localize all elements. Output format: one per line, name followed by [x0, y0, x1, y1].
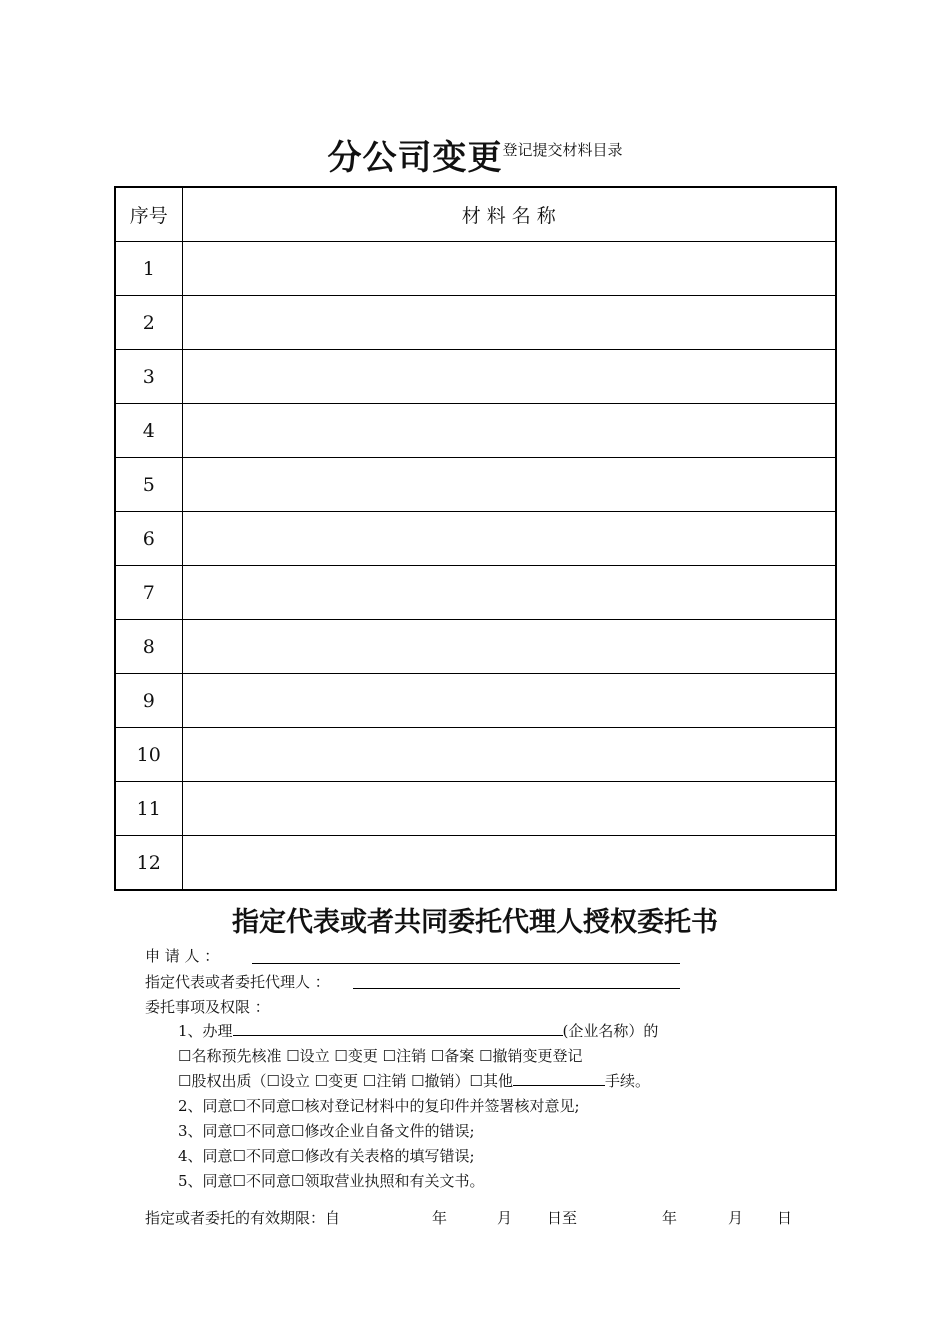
applicant-label: 申 请 人 ：: [145, 947, 220, 965]
material-name-cell[interactable]: [182, 404, 836, 458]
validity-day: 日: [777, 1209, 793, 1227]
material-name-cell[interactable]: [182, 728, 836, 782]
table-row: [115, 350, 836, 404]
table-row: [115, 836, 836, 891]
table-row: [115, 782, 836, 836]
item4: 4、同意☐不同意☐修改有关表格的填写错误;: [178, 1147, 475, 1165]
row-index: 2: [115, 296, 182, 350]
options-line2: [178, 1071, 650, 1091]
row-index: 12: [115, 836, 182, 891]
matters-label: 委托事项及权限 ：: [145, 998, 270, 1016]
row-index: 7: [115, 566, 182, 620]
material-name-cell[interactable]: [182, 674, 836, 728]
validity-year-from: 年: [432, 1209, 448, 1227]
item1-suffix: (企业名称）的: [562, 1022, 659, 1040]
material-name-cell[interactable]: [182, 512, 836, 566]
table-row: [115, 296, 836, 350]
item1-prefix: 1、办理: [178, 1022, 233, 1040]
row-index: 11: [115, 782, 182, 836]
header-material-name: 材 料 名 称: [182, 187, 836, 242]
row-index: 5: [115, 458, 182, 512]
other-field[interactable]: [513, 1071, 605, 1086]
material-name-cell[interactable]: [182, 350, 836, 404]
validity-month-from: 月: [497, 1209, 513, 1227]
material-name-cell[interactable]: [182, 782, 836, 836]
document-title: [0, 130, 950, 179]
item5: 5、同意☐不同意☐领取营业执照和有关文书。: [178, 1172, 485, 1190]
row-index: 6: [115, 512, 182, 566]
item2: 2、同意☐不同意☐核对登记材料中的复印件并签署核对意见;: [178, 1097, 580, 1115]
material-name-cell[interactable]: [182, 836, 836, 891]
row-index: 9: [115, 674, 182, 728]
material-name-cell[interactable]: [182, 458, 836, 512]
agent-field[interactable]: [353, 988, 680, 989]
table-header-row: [115, 187, 836, 242]
applicant-field[interactable]: [252, 963, 680, 964]
material-name-cell[interactable]: [182, 620, 836, 674]
table-row: [115, 242, 836, 296]
table-row: [115, 458, 836, 512]
table-row: [115, 404, 836, 458]
header-index: 序号: [115, 187, 182, 242]
agent-label: 指定代表或者委托代理人 ：: [145, 973, 330, 991]
table-row: [115, 674, 836, 728]
row-index: 1: [115, 242, 182, 296]
options-line2-prefix: ☐股权出质（☐设立 ☐变更 ☐注销 ☐撤销）☐其他: [178, 1072, 513, 1090]
table-row: [115, 620, 836, 674]
validity-month-to: 月: [728, 1209, 744, 1227]
row-index: 3: [115, 350, 182, 404]
validity-label: 指定或者委托的有效期限：自: [145, 1209, 341, 1227]
validity-year-to: 年: [662, 1209, 678, 1227]
company-name-field[interactable]: [233, 1021, 563, 1036]
validity-day-to: 日至: [547, 1209, 578, 1227]
row-index: 8: [115, 620, 182, 674]
material-name-cell[interactable]: [182, 242, 836, 296]
title-main: 分公司变更: [327, 138, 503, 178]
material-name-cell[interactable]: [182, 296, 836, 350]
row-index: 4: [115, 404, 182, 458]
table-row: [115, 728, 836, 782]
title-suffix: 登记提交材料目录: [502, 141, 623, 159]
options-line1: ☐名称预先核准 ☐设立 ☐变更 ☐注销 ☐备案 ☐撤销变更登记: [178, 1047, 583, 1065]
item3: 3、同意☐不同意☐修改企业自备文件的错误;: [178, 1122, 475, 1140]
table-row: [115, 566, 836, 620]
row-index: 10: [115, 728, 182, 782]
authorization-title: 指定代表或者共同委托代理人授权委托书: [232, 907, 718, 938]
materials-table: [114, 186, 837, 891]
material-name-cell[interactable]: [182, 566, 836, 620]
item1-line: [178, 1021, 658, 1041]
table-row: [115, 512, 836, 566]
options-line2-suffix: 手续。: [605, 1072, 651, 1090]
